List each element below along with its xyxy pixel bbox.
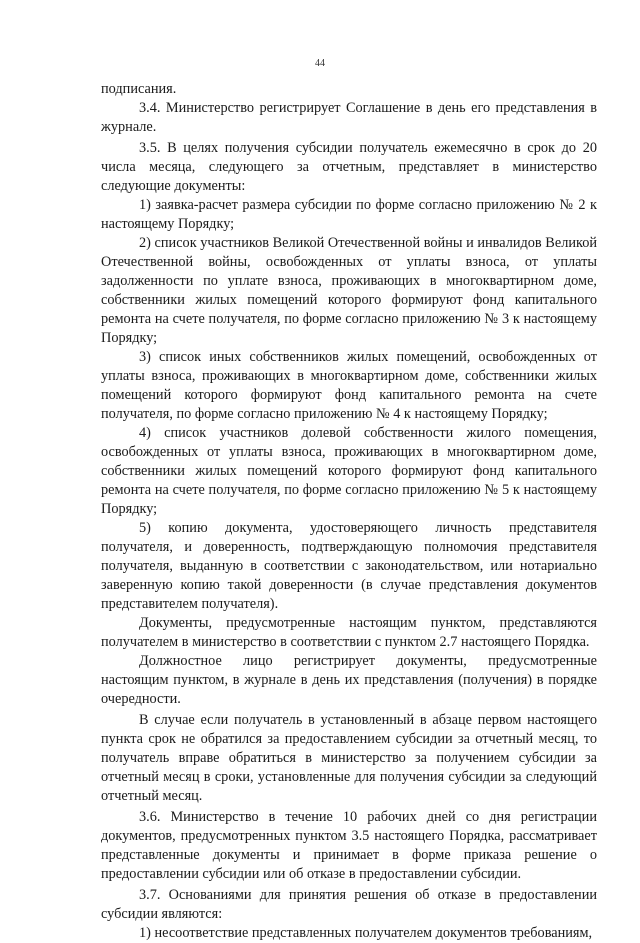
list-item-4: 4) список участников долевой собственности жилого помещения, освобожденных от уплаты взноса, проживающих в многоквартирном доме, собственники жилых помещений которого формируют фонд капитального ремонта на счете получателя, по форме согласно приложению № 5 к настоящему Порядку; [101,425,597,517]
paragraph-3-4: 3.4. Министерство регистрирует Соглашение в день его представления в журнале. [101,100,597,135]
paragraph-3-6: 3.6. Министерство в течение 10 рабочих дней со дня регистрации документов, предусмотренных пунктом 3.5 настоящего Порядка, рассматривает представленные документы и принимает в форме приказа решение о предоставлении субсидии или об отказе в предоставлении субсидии. [101,809,597,882]
document-body [101,80,597,943]
list-item-3: 3) список иных собственников жилых помещений, освобожденных от уплаты взноса, проживающих в многоквартирном доме, собственники жилых помещений которого формируют фонд капитального ремонта на счете получателя, по форме согласно приложению № 4 к настоящему Порядку; [101,349,597,422]
page-number: 44 [315,58,325,69]
list-item-refusal-1: 1) несоответствие представленных получателем документов требованиям, [139,925,593,941]
paragraph-3-5: 3.5. В целях получения субсидии получатель ежемесячно в срок до 20 числа месяца, следующего за отчетным, представляет в министерство следующие документы: [101,140,597,194]
paragraph-continuation: подписания. [101,81,177,97]
list-item-5: 5) копию документа, удостоверяющего личность представителя получателя, и доверенность, подтверждающую полномочия представителя получателя, выданную в соответствии с законодательством, или нотариально заверенную копию такой доверенности (в случае представления документов представителем получателя). [101,520,597,612]
paragraph-late-request: В случае если получатель в установленный в абзаце первом настоящего пункта срок не обратился за предоставлением субсидии за отчетный месяц, то получатель вправе обратиться в министерство за получением субсидии за отчетный месяц в сроки, установленные для получения субсидии за следующий отчетный месяц. [101,712,597,804]
paragraph-official: Должностное лицо регистрирует документы, предусмотренные настоящим пунктом, в журнале в день их представления (получения) в порядке очередности. [101,653,597,707]
paragraph-3-7: 3.7. Основаниями для принятия решения об отказе в предоставлении субсидии являются: [101,887,597,922]
paragraph-documents: Документы, предусмотренные настоящим пунктом, представляются получателем в министерство в соответствии с пунктом 2.7 настоящего Порядка. [101,615,597,650]
list-item-1: 1) заявка-расчет размера субсидии по форме согласно приложению № 2 к настоящему Порядку; [101,197,597,232]
list-item-2: 2) список участников Великой Отечественной войны и инвалидов Великой Отечественной войны, освобожденных от уплаты взноса, от уплаты задолженности по уплате взноса, проживающих в многоквартирном доме, собственники жилых помещений которого формируют фонд капитального ремонта на счете получателя, по форме согласно приложению № 3 к настоящему Порядку; [101,235,597,346]
